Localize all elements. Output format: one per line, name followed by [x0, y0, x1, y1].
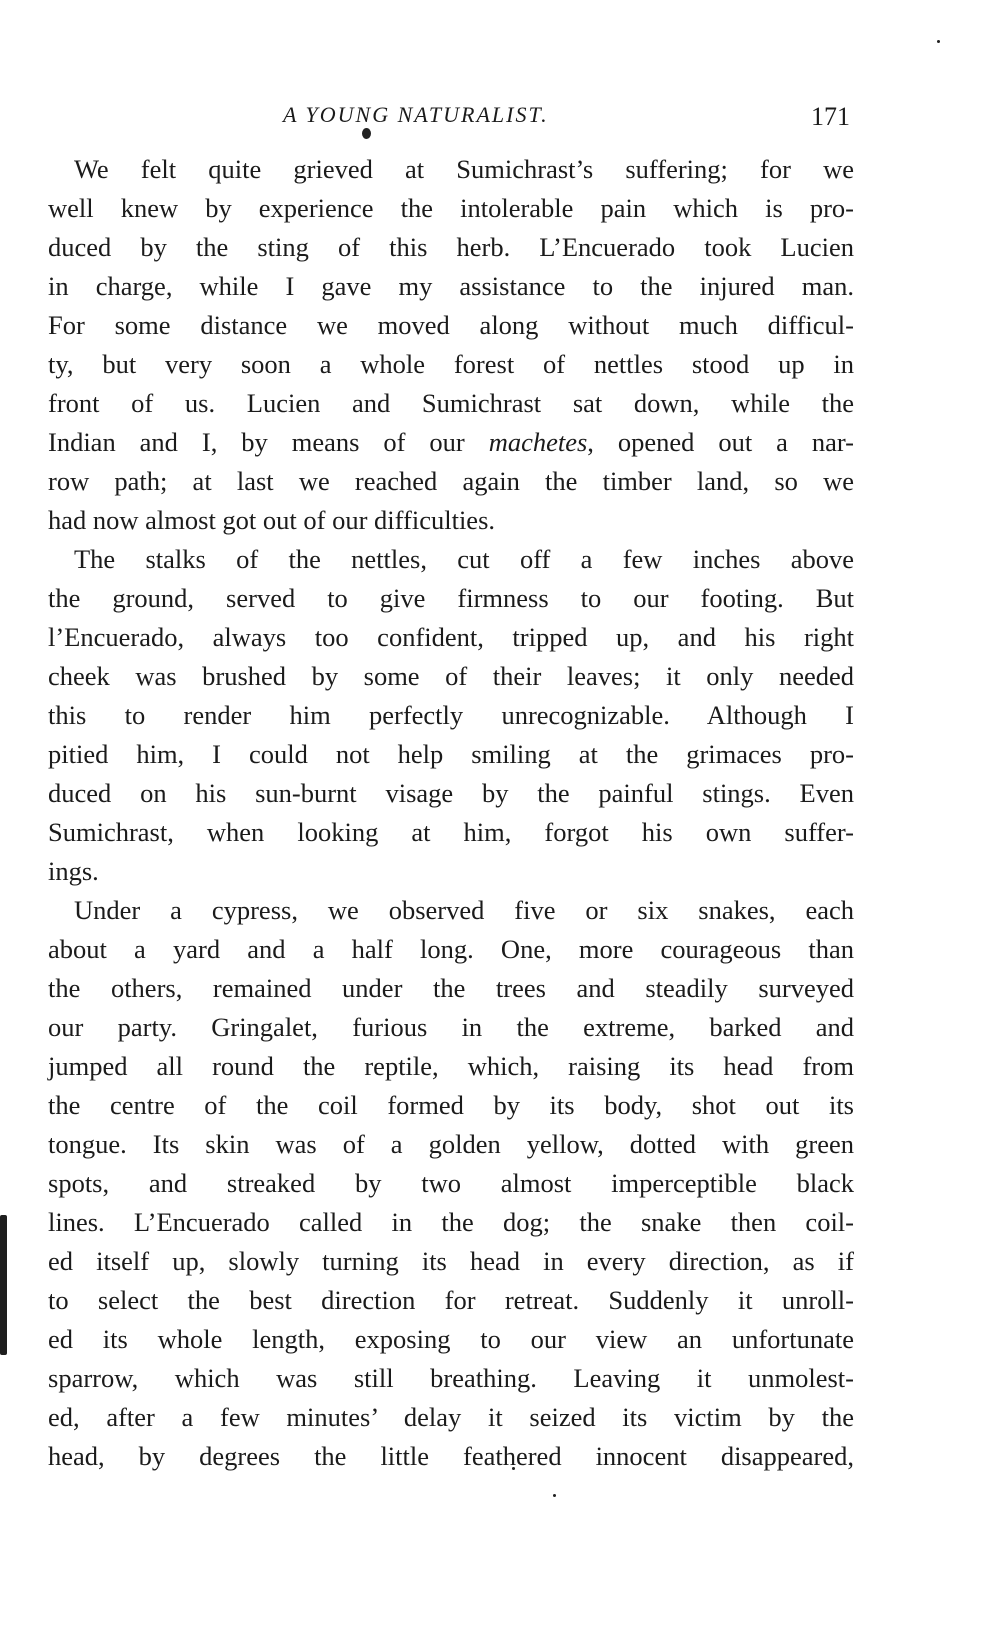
text-line: lines. L’Encuerado called in the dog; the snake then coil-: [48, 1207, 854, 1237]
page-header: [48, 96, 850, 136]
text-line: front of us. Lucien and Sumichrast sat down, while the: [48, 388, 854, 418]
text-line: cheek was brushed by some of their leaves; it only needed: [48, 661, 854, 691]
text-line: our party. Gringalet, furious in the extreme, barked and: [48, 1012, 854, 1042]
text-line: Under a cypress, we observed five or six snakes, each: [74, 895, 854, 925]
text-line: had now almost got out of our difficulties.: [48, 505, 496, 535]
running-title: A YOUNG NATURALIST.: [283, 102, 549, 127]
text-line: duced on his sun-burnt visage by the painful stings. Even: [48, 778, 854, 808]
ink-speck: [937, 40, 940, 43]
text-line-with-italic: [48, 423, 854, 462]
text-line: We felt quite grieved at Sumichrast’s suffering; for we: [74, 154, 854, 184]
text-line: ty, but very soon a whole forest of nettles stood up in: [48, 349, 854, 379]
body-text: [48, 150, 854, 1476]
text-line: the ground, served to give firmness to our footing. But: [48, 583, 854, 613]
ink-speck: [362, 128, 371, 139]
paragraph: [48, 540, 854, 891]
text-fragment: , opened out a nar-: [587, 427, 855, 457]
text-line: head, by degrees the little feathered innocent disappeared,: [48, 1441, 854, 1471]
text-line: this to render him perfectly unrecognizable. Although I: [48, 700, 854, 730]
text-line: to select the best direction for retreat. Suddenly it unroll-: [48, 1285, 854, 1315]
text-line: l’Encuerado, always too confident, tripped up, and his right: [48, 622, 854, 652]
margin-binding-mark: [0, 1215, 7, 1355]
text-line: sparrow, which was still breathing. Leaving it unmolest-: [48, 1363, 854, 1393]
text-line: the others, remained under the trees and steadily surveyed: [48, 973, 854, 1003]
text-line: in charge, while I gave my assistance to the injured man.: [48, 271, 854, 301]
text-line: spots, and streaked by two almost imperceptible black: [48, 1168, 854, 1198]
text-fragment: Indian and I, by means of our: [48, 427, 465, 457]
text-line: Sumichrast, when looking at him, forgot his own suffer-: [48, 817, 854, 847]
page-number: 171: [811, 102, 850, 131]
text-line: ed, after a few minutes’ delay it seized its victim by the: [48, 1402, 854, 1432]
text-line: row path; at last we reached again the timber land, so we: [48, 466, 854, 496]
text-line: ed its whole length, exposing to our view an unfortunate: [48, 1324, 854, 1354]
text-line: ings.: [48, 856, 99, 886]
text-line: the centre of the coil formed by its body, shot out its: [48, 1090, 854, 1120]
text-line: jumped all round the reptile, which, raising its head from: [48, 1051, 854, 1081]
text-line: well knew by experience the intolerable pain which is pro-: [48, 193, 854, 223]
paragraph: [48, 891, 854, 1476]
ink-speck: [553, 1494, 556, 1497]
text-line: ed itself up, slowly turning its head in every direction, as if: [48, 1246, 854, 1276]
paragraph: [48, 150, 854, 540]
text-line: duced by the sting of this herb. L’Encuerado took Lucien: [48, 232, 854, 262]
text-line: about a yard and a half long. One, more courageous than: [48, 934, 854, 964]
text-line: For some distance we moved along without much difficul-: [48, 310, 854, 340]
text-line: pitied him, I could not help smiling at the grimaces pro-: [48, 739, 854, 769]
italic-word: machetes: [488, 427, 588, 457]
text-line: The stalks of the nettles, cut off a few inches above: [74, 544, 854, 574]
text-line: tongue. Its skin was of a golden yellow, dotted with green: [48, 1129, 854, 1159]
